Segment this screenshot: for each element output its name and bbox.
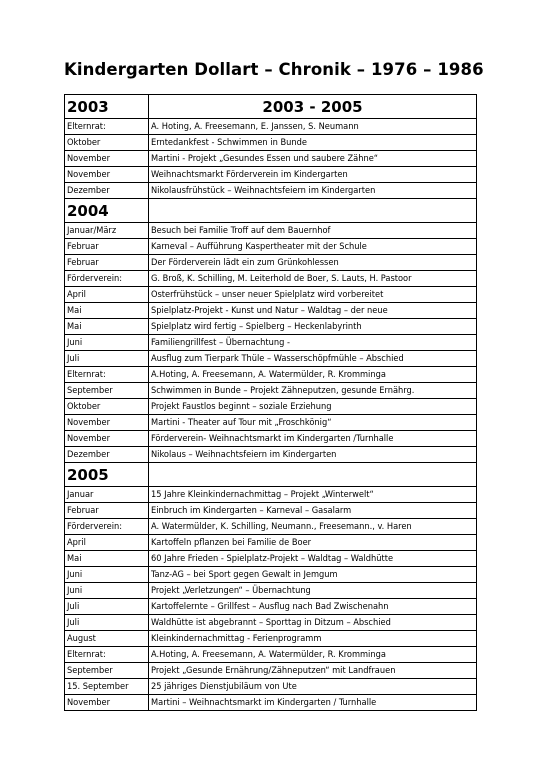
page-title: Kindergarten Dollart – Chronik – 1976 – 1986: [64, 60, 484, 79]
entry-month: Juli: [65, 351, 149, 367]
entry-text: Besuch bei Familie Troff auf dem Bauernhof: [149, 223, 477, 239]
entry-month: Juli: [65, 599, 149, 615]
table-row: [65, 503, 477, 519]
entry-month: Mai: [65, 319, 149, 335]
entry-month: Förderverein:: [65, 271, 149, 287]
entry-month: November: [65, 151, 149, 167]
entry-month: Januar: [65, 487, 149, 503]
table-row: [65, 519, 477, 535]
entry-text: Ausflug zum Tierpark Thüle – Wasserschöpfmühle – Abschied: [149, 351, 477, 367]
table-row: [65, 303, 477, 319]
table-row: [65, 255, 477, 271]
entry-text: Martini – Weihnachtsmarkt im Kindergarten / Turnhalle: [149, 695, 477, 711]
entry-month: November: [65, 695, 149, 711]
entry-text: Martini - Projekt „Gesundes Essen und saubere Zähne“: [149, 151, 477, 167]
table-row: [65, 183, 477, 199]
year-header-row: [65, 199, 477, 223]
entry-text: Kartoffeln pflanzen bei Familie de Boer: [149, 535, 477, 551]
table-row: [65, 567, 477, 583]
entry-month: Elternrat:: [65, 119, 149, 135]
entry-month: Dezember: [65, 447, 149, 463]
entry-month: April: [65, 535, 149, 551]
table-row: [65, 367, 477, 383]
entry-text: Einbruch im Kindergarten – Karneval – Gasalarm: [149, 503, 477, 519]
entry-text: Tanz-AG – bei Sport gegen Gewalt in Jemgum: [149, 567, 477, 583]
entry-text: 15 Jahre Kleinkindernachmittag – Projekt „Winterwelt“: [149, 487, 477, 503]
table-row: [65, 631, 477, 647]
entry-text: 60 Jahre Frieden - Spielplatz-Projekt – Waldtag – Waldhütte: [149, 551, 477, 567]
table-row: [65, 167, 477, 183]
entry-text: Nikolaus – Weihnachtsfeiern im Kindergarten: [149, 447, 477, 463]
table-row: [65, 399, 477, 415]
entry-text: Projekt Faustlos beginnt – soziale Erziehung: [149, 399, 477, 415]
table-row: [65, 351, 477, 367]
entry-month: Januar/März: [65, 223, 149, 239]
table-row: [65, 551, 477, 567]
year-label: 2004: [65, 199, 149, 223]
table-row: [65, 535, 477, 551]
entry-month: Juli: [65, 615, 149, 631]
entry-text: Kartoffelernte – Grillfest – Ausflug nach Bad Zwischenahn: [149, 599, 477, 615]
table-row: [65, 599, 477, 615]
entry-month: September: [65, 383, 149, 399]
entry-month: Oktober: [65, 399, 149, 415]
year-header-row: [65, 463, 477, 487]
entry-text: A. Watermülder, K. Schilling, Neumann., Freesemann., v. Haren: [149, 519, 477, 535]
entry-month: Juni: [65, 583, 149, 599]
year-label: 2005: [65, 463, 149, 487]
entry-text: Erntedankfest - Schwimmen in Bunde: [149, 135, 477, 151]
table-row: [65, 663, 477, 679]
entry-text: Kleinkindernachmittag - Ferienprogramm: [149, 631, 477, 647]
year-range-label: [149, 463, 477, 487]
entry-month: Elternrat:: [65, 647, 149, 663]
year-range-label: 2003 - 2005: [149, 95, 477, 119]
entry-month: Mai: [65, 551, 149, 567]
entry-month: Dezember: [65, 183, 149, 199]
table-row: [65, 615, 477, 631]
entry-month: Oktober: [65, 135, 149, 151]
entry-text: G. Broß, K. Schilling, M. Leiterhold de Boer, S. Lauts, H. Pastoor: [149, 271, 477, 287]
table-row: [65, 239, 477, 255]
table-row: [65, 447, 477, 463]
table-row: [65, 319, 477, 335]
entry-text: Spielplatz wird fertig – Spielberg – Heckenlabyrinth: [149, 319, 477, 335]
entry-month: 15. September: [65, 679, 149, 695]
year-range-label: [149, 199, 477, 223]
table-row: [65, 119, 477, 135]
table-row: [65, 695, 477, 711]
entry-month: Elternrat:: [65, 367, 149, 383]
entry-text: Projekt „Gesunde Ernährung/Zähneputzen“ mit Landfrauen: [149, 663, 477, 679]
entry-month: Förderverein:: [65, 519, 149, 535]
entry-text: A. Hoting, A. Freesemann, E. Janssen, S. Neumann: [149, 119, 477, 135]
chronicle-table-body: [65, 95, 477, 711]
table-row: [65, 287, 477, 303]
entry-text: Waldhütte ist abgebrannt – Sporttag in Ditzum – Abschied: [149, 615, 477, 631]
entry-text: A.Hoting, A. Freesemann, A. Watermülder, R. Kromminga: [149, 367, 477, 383]
entry-month: Februar: [65, 239, 149, 255]
entry-month: Februar: [65, 255, 149, 271]
table-row: [65, 583, 477, 599]
table-row: [65, 487, 477, 503]
entry-text: Der Förderverein lädt ein zum Grünkohlessen: [149, 255, 477, 271]
entry-month: September: [65, 663, 149, 679]
chronicle-table: [64, 94, 477, 711]
entry-month: November: [65, 415, 149, 431]
table-row: [65, 647, 477, 663]
table-row: [65, 135, 477, 151]
entry-month: Juni: [65, 567, 149, 583]
year-label: 2003: [65, 95, 149, 119]
table-row: [65, 679, 477, 695]
entry-month: Mai: [65, 303, 149, 319]
entry-text: Förderverein- Weihnachtsmarkt im Kindergarten /Turnhalle: [149, 431, 477, 447]
entry-month: Juni: [65, 335, 149, 351]
entry-text: Karneval – Aufführung Kaspertheater mit der Schule: [149, 239, 477, 255]
entry-text: Familiengrillfest – Übernachtung -: [149, 335, 477, 351]
entry-month: August: [65, 631, 149, 647]
entry-text: Spielplatz-Projekt - Kunst und Natur – Waldtag – der neue: [149, 303, 477, 319]
table-row: [65, 151, 477, 167]
table-row: [65, 335, 477, 351]
entry-month: November: [65, 167, 149, 183]
entry-month: Februar: [65, 503, 149, 519]
table-row: [65, 383, 477, 399]
entry-text: 25 jähriges Dienstjubiläum von Ute: [149, 679, 477, 695]
entry-text: Projekt „Verletzungen“ – Übernachtung: [149, 583, 477, 599]
entry-text: Weihnachtsmarkt Förderverein im Kindergarten: [149, 167, 477, 183]
table-row: [65, 431, 477, 447]
table-row: [65, 271, 477, 287]
entry-text: Osterfrühstück – unser neuer Spielplatz wird vorbereitet: [149, 287, 477, 303]
entry-text: A.Hoting, A. Freesemann, A. Watermülder, R. Kromminga: [149, 647, 477, 663]
entry-month: November: [65, 431, 149, 447]
table-row: [65, 223, 477, 239]
table-row: [65, 415, 477, 431]
entry-text: Schwimmen in Bunde – Projekt Zähneputzen, gesunde Ernährg.: [149, 383, 477, 399]
entry-month: April: [65, 287, 149, 303]
entry-text: Nikolausfrühstück – Weihnachtsfeiern im Kindergarten: [149, 183, 477, 199]
entry-text: Martini - Theater auf Tour mit „Froschkönig“: [149, 415, 477, 431]
year-header-row: [65, 95, 477, 119]
